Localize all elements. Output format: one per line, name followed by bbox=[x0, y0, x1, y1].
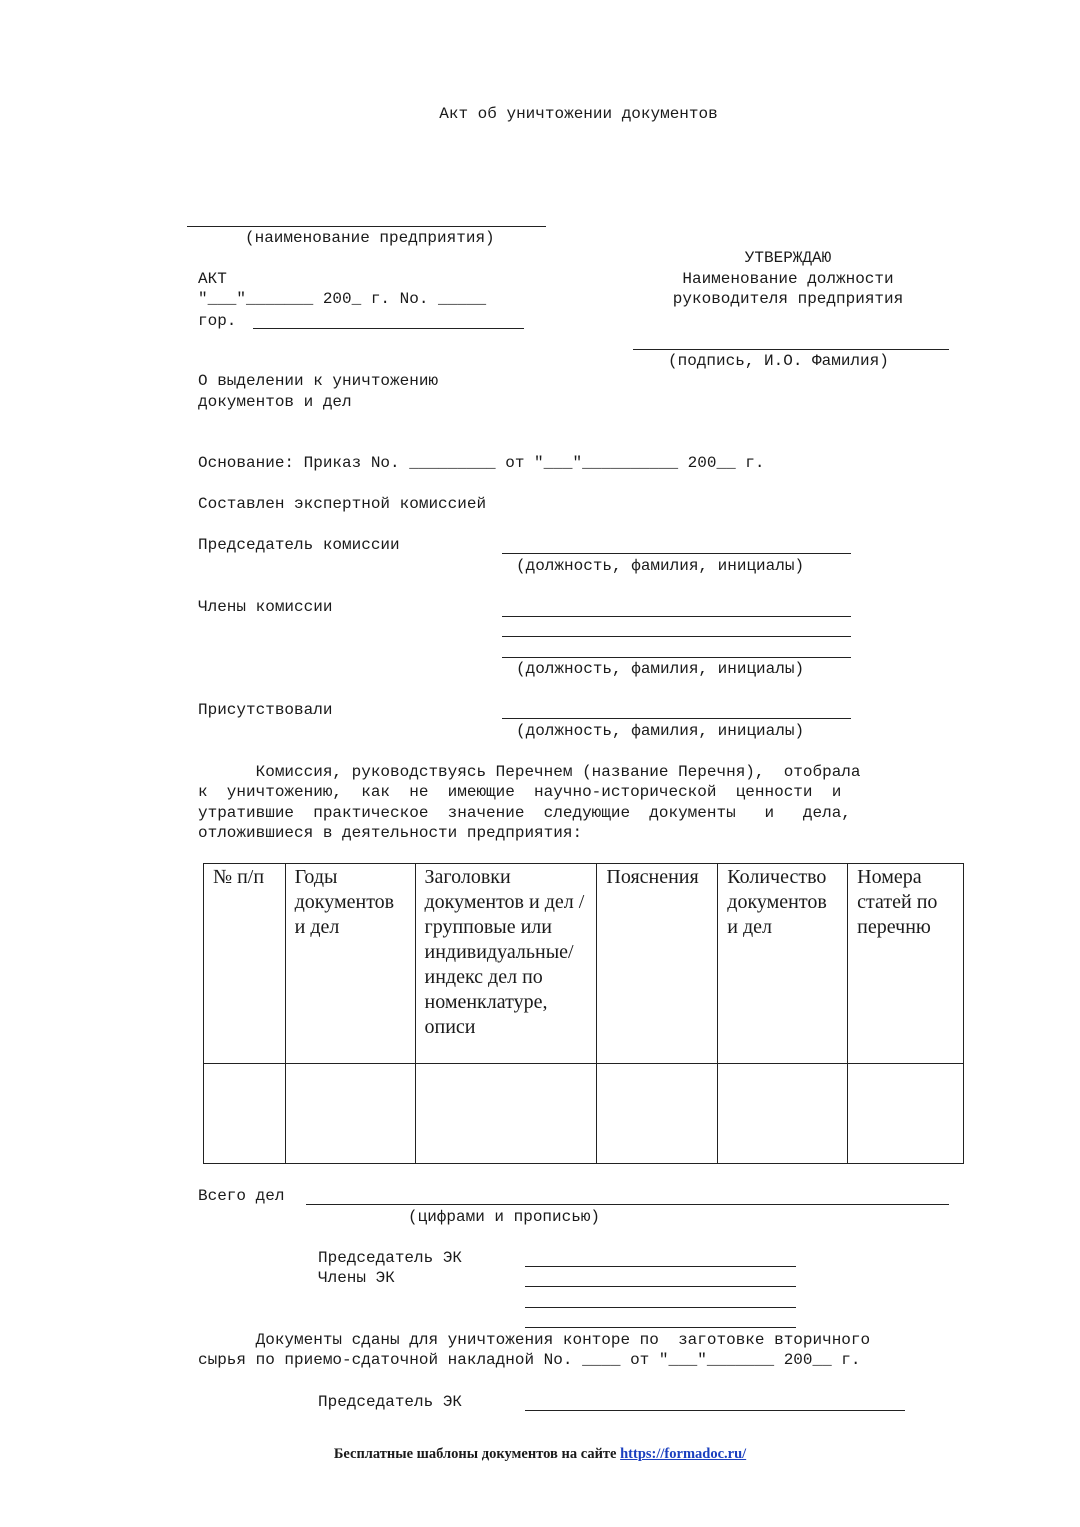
ek-members-line-3[interactable] bbox=[525, 1327, 796, 1328]
header-years: Годы документов и дел bbox=[285, 864, 415, 1064]
present-caption: (должность, фамилия, инициалы) bbox=[516, 722, 805, 740]
approve-position-line1: Наименование должности bbox=[682, 270, 894, 288]
total-label: Всего дел bbox=[198, 1187, 285, 1205]
members-caption: (должность, фамилия, инициалы) bbox=[516, 660, 805, 678]
table-cell[interactable] bbox=[597, 1064, 718, 1164]
chairman-caption: (должность, фамилия, инициалы) bbox=[516, 557, 805, 575]
ek-members-line-2[interactable] bbox=[525, 1307, 796, 1308]
table-cell[interactable] bbox=[415, 1064, 597, 1164]
final-chairman-label: Председатель ЭК bbox=[318, 1393, 463, 1411]
approve-position-line2: руководителя предприятия bbox=[672, 290, 904, 308]
header-notes: Пояснения bbox=[597, 864, 718, 1064]
approve-signature-line[interactable] bbox=[633, 349, 949, 350]
ek-chairman-label: Председатель ЭК bbox=[318, 1249, 463, 1267]
act-date-number[interactable]: "___"_______ 200_ г. No. _____ bbox=[198, 290, 487, 308]
table-cell[interactable] bbox=[848, 1064, 964, 1164]
approve-heading: УТВЕРЖДАЮ bbox=[744, 249, 832, 267]
footer bbox=[0, 1446, 1080, 1463]
approve-signature-caption: (подпись, И.О. Фамилия) bbox=[668, 352, 889, 370]
paragraph-line-1: Комиссия, руководствуясь Перечнем (название Перечня), отобрала bbox=[198, 763, 861, 781]
documents-table bbox=[203, 863, 964, 1164]
present-line[interactable] bbox=[502, 718, 851, 719]
present-label: Присутствовали bbox=[198, 701, 333, 719]
ek-members-line-1[interactable] bbox=[525, 1286, 796, 1287]
table-header-row bbox=[204, 864, 964, 1064]
final-chairman-line[interactable] bbox=[525, 1410, 905, 1411]
table-cell[interactable] bbox=[285, 1064, 415, 1164]
table-cell[interactable] bbox=[204, 1064, 286, 1164]
members-line-3[interactable] bbox=[502, 657, 851, 658]
commission-composed: Составлен экспертной комиссией bbox=[198, 495, 487, 513]
members-label: Члены комиссии bbox=[198, 598, 333, 616]
basis-line[interactable]: Основание: Приказ No. _________ от "___"__________ 200__ г. bbox=[198, 454, 765, 472]
members-line-1[interactable] bbox=[502, 616, 851, 617]
footer-link[interactable]: https://formadoc.ru/ bbox=[620, 1446, 747, 1462]
members-line-2[interactable] bbox=[502, 636, 851, 637]
act-city-line[interactable] bbox=[253, 328, 524, 329]
act-label: АКТ bbox=[198, 270, 227, 288]
act-city-label: гор. bbox=[198, 312, 237, 330]
org-name-line[interactable] bbox=[187, 226, 546, 227]
header-article-numbers: Номера статей по перечню bbox=[848, 864, 964, 1064]
paragraph-line-4: отложившиеся в деятельности предприятия: bbox=[198, 824, 583, 842]
total-line[interactable] bbox=[306, 1204, 949, 1205]
ek-chairman-line[interactable] bbox=[525, 1266, 796, 1267]
total-caption: (цифрами и прописью) bbox=[408, 1208, 601, 1226]
paragraph-line-2: к уничтожению, как не имеющие научно-исторической ценности и bbox=[198, 783, 842, 801]
paragraph-line-3: утратившие практическое значение следующие документы и дела, bbox=[198, 804, 851, 822]
handover-line-2[interactable]: сырья по приемо-сдаточной накладной No. ____ от "___"_______ 200__ г. bbox=[198, 1351, 861, 1369]
org-name-caption: (наименование предприятия) bbox=[245, 229, 495, 247]
footer-text: Бесплатные шаблоны документов на сайте bbox=[333, 1446, 621, 1462]
handover-line-1: Документы сданы для уничтожения конторе по заготовке вторичного bbox=[198, 1331, 871, 1349]
table-row[interactable] bbox=[204, 1064, 964, 1164]
header-number: № п/п bbox=[204, 864, 286, 1064]
document-title: Акт об уничтожении документов bbox=[439, 105, 718, 123]
subject-line2: документов и дел bbox=[198, 393, 352, 411]
chairman-label: Председатель комиссии bbox=[198, 536, 400, 554]
ek-members-label: Члены ЭК bbox=[318, 1269, 395, 1287]
subject-line1: О выделении к уничтожению bbox=[198, 372, 439, 390]
table-cell[interactable] bbox=[718, 1064, 848, 1164]
header-titles: Заголовки документов и дел /групповые или индивидуальные/ индекс дел по номенклатуре, описи bbox=[415, 864, 597, 1064]
header-quantity: Количество документов и дел bbox=[718, 864, 848, 1064]
chairman-line[interactable] bbox=[502, 553, 851, 554]
